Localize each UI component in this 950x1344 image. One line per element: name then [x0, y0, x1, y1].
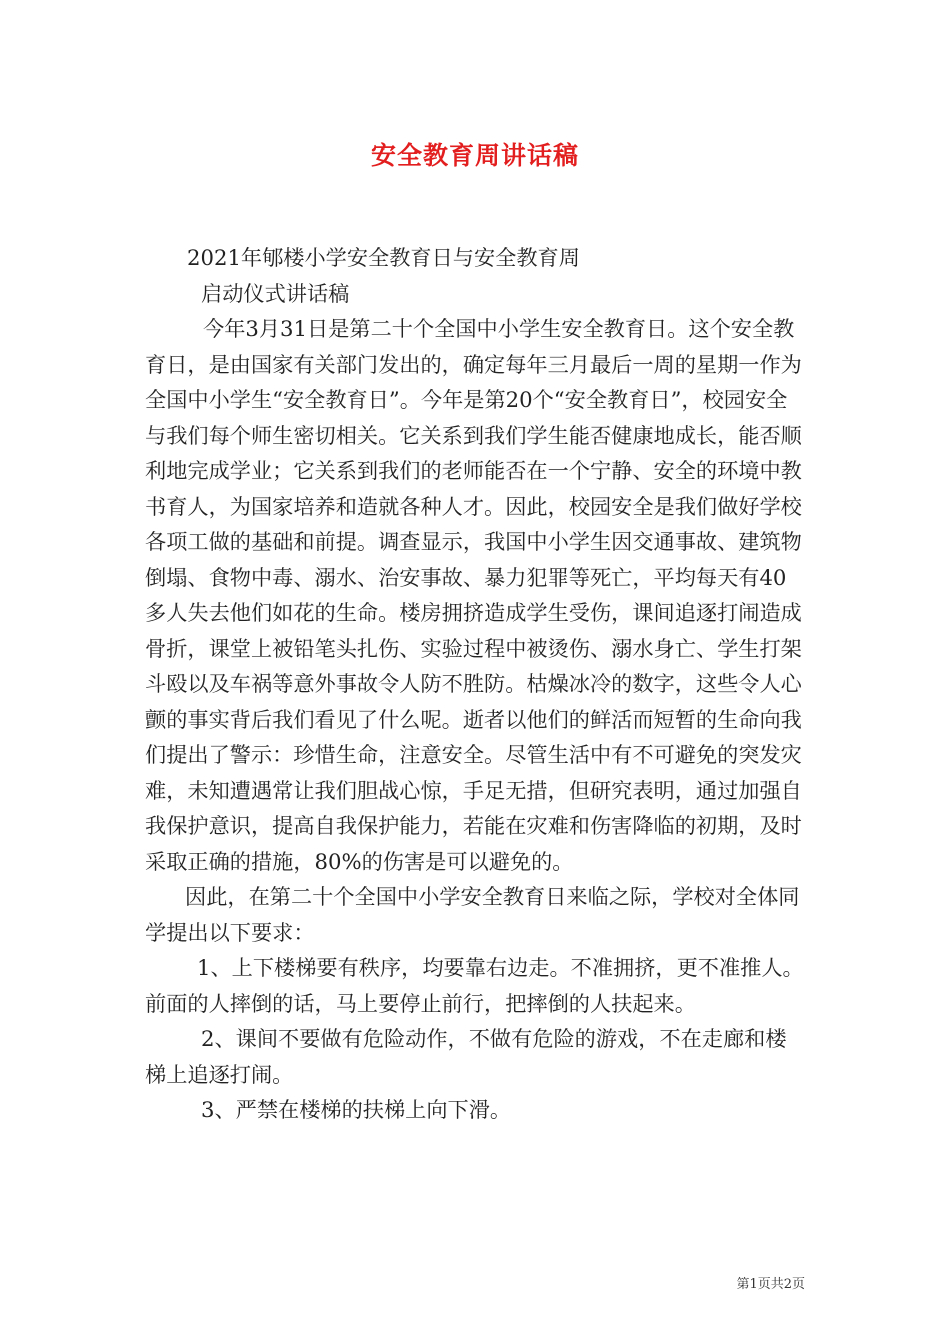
list-item: 2、课间不要做有危险动作，不做有危险的游戏，不在走廊和楼梯上追逐打闹。 [145, 1026, 787, 1087]
list-item: 1、上下楼梯要有秩序，均要靠右边走。不准拥挤，更不准推人。前面的人摔倒的话，马上要停止前行，把摔倒的人扶起来。 [145, 955, 804, 1016]
document-title: 安全教育周讲话稿 [370, 141, 579, 170]
subtitle-line-1: 2021年郇楼小学安全教育日与安全教育周 [187, 245, 580, 270]
document-body [145, 240, 807, 1128]
page-indicator: 第1页共2页 [736, 1277, 805, 1292]
subtitle-line-2: 启动仪式讲话稿 [201, 280, 350, 306]
paragraph: 因此，在第二十个全国中小学安全教育日来临之际，学校对全体同学提出以下要求： [145, 884, 800, 945]
paragraph: 今年3月31日是第二十个全国中小学生安全教育日。这个安全教育日，是由国家有关部门发出的，确定每年三月最后一周的星期一作为全国中小学生“安全教育日”。今年是第20个“安全教育日”，校园安全与我们每个师生密切相关。它关系到我们学生能否健康地成长，能否顺利地完成学业；它关系到我们的老师能否在一个宁静、安全的环境中教书育人，为国家培养和造就各种人才。因此，校园安全是我们做好学校各项工做的基础和前提。调查显示，我国中小学生因交通事故、建筑物倒塌、食物中毒、溺水、治安事故、暴力犯罪等死亡，平均每天有40多人失去他们如花的生命。楼房拥挤造成学生受伤，课间追逐打闹造成骨折，课堂上被铅笔头扎伤、实验过程中被烫伤、溺水身亡、学生打架斗殴以及车祸等意外事故令人防不胜防。枯燥冰冷的数字，这些令人心颤的事实背后我们看见了什么呢。逝者以他们的鲜活而短暂的生命向我们提出了警示：珍惜生命，注意安全。尽管生活中有不可避免的突发灾难，未知遭遇常让我们胆战心惊，手足无措，但研究表明，通过加强自我保护意识，提高自我保护能力，若能在灾难和伤害降临的初期，及时采取正确的措施，80%的伤害是可以避免的。 [145, 316, 802, 874]
list-item: 3、严禁在楼梯的扶梯上向下滑。 [201, 1097, 512, 1122]
